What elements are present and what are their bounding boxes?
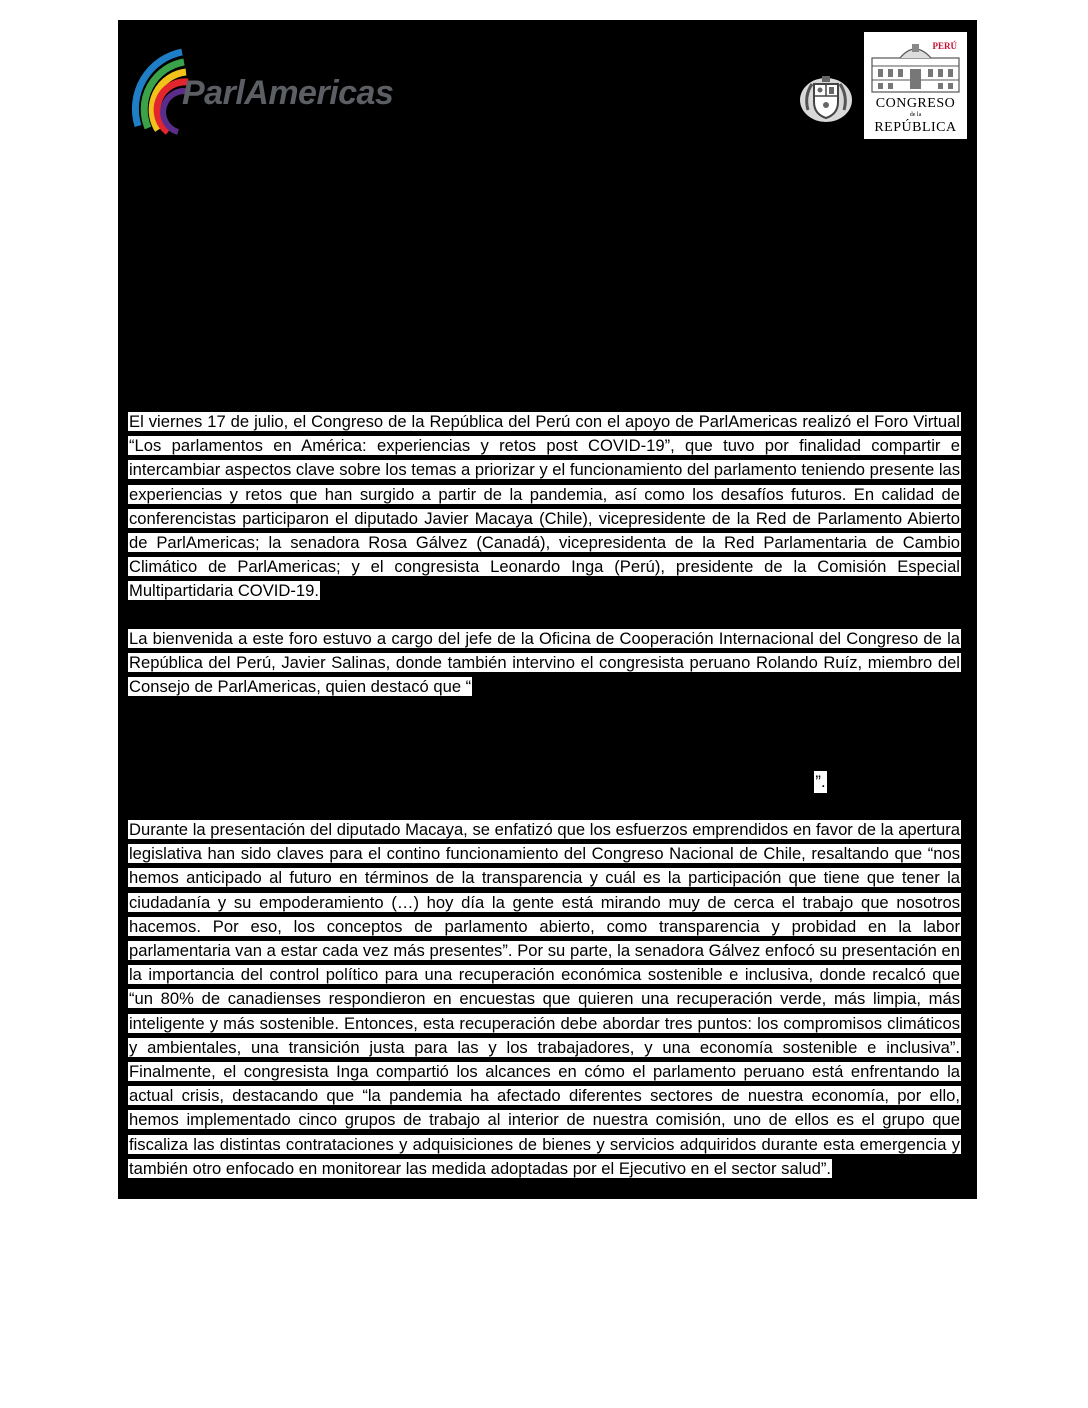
paragraph-welcome-text: La bienvenida a este foro estuvo a cargo del jefe de la Oficina de Cooperación Internacional del Congreso de la República del Perú, Javier Salinas, donde también intervino el congresista peruano Rolando Ruíz, miembro del Consejo de ParlAmericas, quien destacó que “ [129,629,960,697]
congreso-logo-line1: CONGRESO [875,96,956,111]
parlamericas-logo-text: ParlAmericas [182,74,394,112]
congreso-republica-logo [864,32,967,139]
congreso-logo-line3: REPÚBLICA [874,120,957,135]
quote-close-mark: ”. [815,772,826,791]
paragraph-presentations-text: Durante la presentación del diputado Macaya, se enfatizó que los esfuerzos emprendidos en favor de la apertura legislativa han sido claves para el contino funcionamiento del Congreso Nacional de Chile, resaltando que “nos hemos anticipado al futuro en términos de la transparencia y cuál es la participación que tiene que tener la ciudadanía y su empoderamiento (…) hoy día la gente está mirando muy de cerca el trabajo que nosotros hacemos. Por eso, los conceptos de parlamento abierto, como transparencia y probidad en la labor parlamentaria van a estar cada vez más presentes”. Por su parte, la senadora Gálvez enfocó su presentación en la importancia del control político para una recuperación económica sostenible e inclusiva, donde recalcó que “un 80% de canadienses respondieron en encuestas que quieren una recuperación verde, más limpia, más inteligente y más sostenible. Entonces, esta recuperación debe abordar tres puntos: los compromisos climáticos y ambientales, una transición justa para las y los trabajadores, y una economía sostenible e inclusiva”. Finalmente, el congresista Inga compartió los alcances en cómo el parlamento peruano está enfrentando la actual crisis, destacando que “la pandemia ha afectado diferentes sectores de nuestra economía, por ello, hemos implementado cinco grupos de trabajo al interior de nuestra comisión, uno de ellos es el grupo que fiscaliza las distintas contrataciones y adquisiciones de bienes y servicios adquiridos durante esta emergencia y también otro enfocado en monitorear las medida adoptadas por el Ejecutivo en el sector salud”. [129,820,960,1178]
paragraph-welcome [128,627,961,700]
congreso-logo-country: PERÚ [932,41,957,51]
paragraph-presentations [128,818,961,1181]
peru-coat-of-arms-icon [798,70,854,126]
paragraph-intro-text: El viernes 17 de julio, el Congreso de la República del Perú con el apoyo de ParlAmericas realizó el Foro Virtual “Los parlamentos en América: experiencias y retos post COVID-19”, que tuvo por finalidad compartir e intercambiar aspectos clave sobre los temas a priorizar y el funcionamiento del parlamento teniendo presente las experiencias y retos que han surgido a partir de la pandemia, así como los desafíos futuros. En calidad de conferencistas participaron el diputado Javier Macaya (Chile), vicepresidente de la Red de Parlamento Abierto de ParlAmericas; la senadora Rosa Gálvez (Canadá), vicepresidenta de la Red Parlamentaria de Cambio Climático de ParlAmericas; y el congresista Leonardo Inga (Perú), presidente de la Comisión Especial Multipartidaria COVID-19. [129,412,961,601]
paragraph-intro [128,410,961,604]
congreso-logo-line2: de la [909,112,922,118]
